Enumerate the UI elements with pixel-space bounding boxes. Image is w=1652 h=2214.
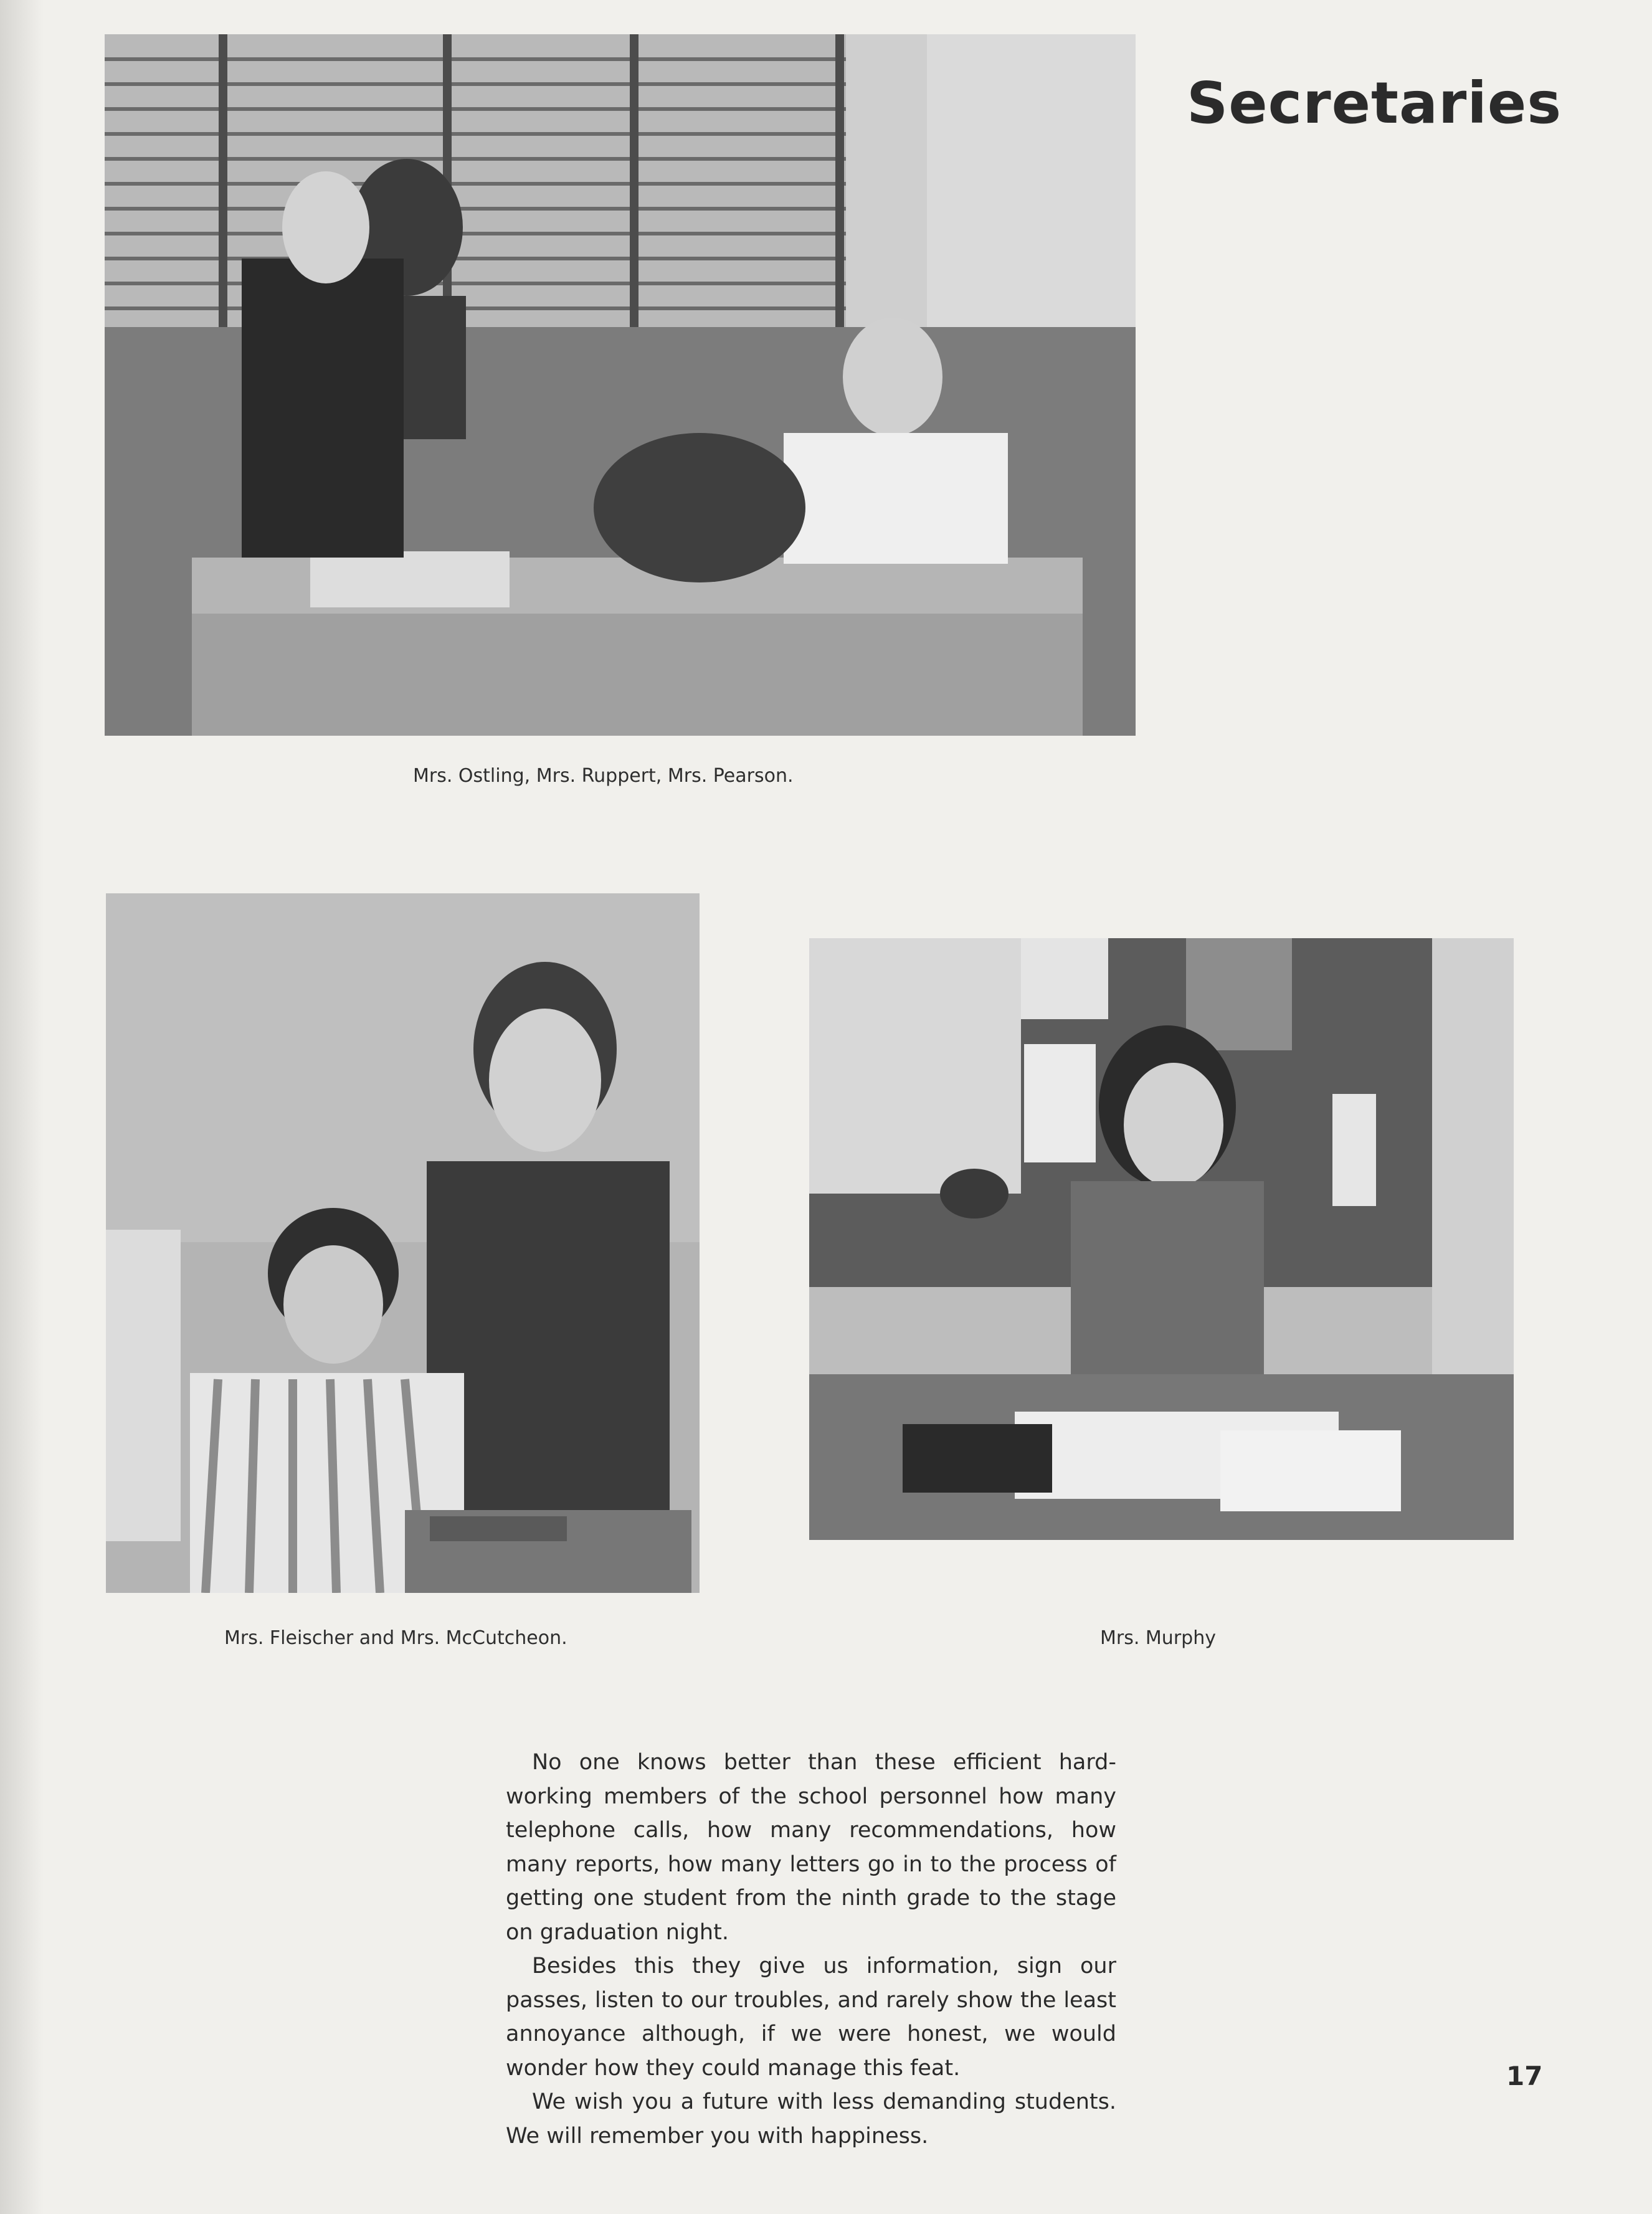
page-title: Secretaries: [1187, 70, 1562, 136]
top-photo: [105, 34, 1136, 736]
top-photo-caption: Mrs. Ostling, Mrs. Ruppert, Mrs. Pearson.: [413, 765, 794, 787]
page-edge-shadow: [0, 0, 44, 2214]
secretary-at-desk-photo-icon: [809, 938, 1514, 1540]
three-secretaries-photo-icon: [105, 34, 1136, 736]
page-number: 17: [1506, 2061, 1543, 2091]
bottom-right-photo-caption: Mrs. Murphy: [1100, 1627, 1216, 1649]
body-paragraph: No one knows better than these efficient hard-working members of the school personnel how many telephone calls, how many recommendations, how many reports, how many letters go in to the process of getting one student from the ninth grade to the stage on graduation night.: [506, 1750, 1116, 1945]
body-text: [506, 1746, 1116, 2153]
bottom-right-photo: [809, 938, 1514, 1540]
bottom-left-photo: [106, 893, 700, 1593]
two-secretaries-photo-icon: [106, 893, 700, 1593]
body-paragraph: We wish you a future with less demanding students. We will remember you with happiness.: [506, 2089, 1116, 2149]
body-paragraph: Besides this they give us information, sign our passes, listen to our troubles, and rarely show the least annoyance although, if we were honest, we would wonder how they could manage this feat.: [506, 1954, 1116, 2081]
bottom-left-photo-caption: Mrs. Fleischer and Mrs. McCutcheon.: [224, 1627, 567, 1649]
